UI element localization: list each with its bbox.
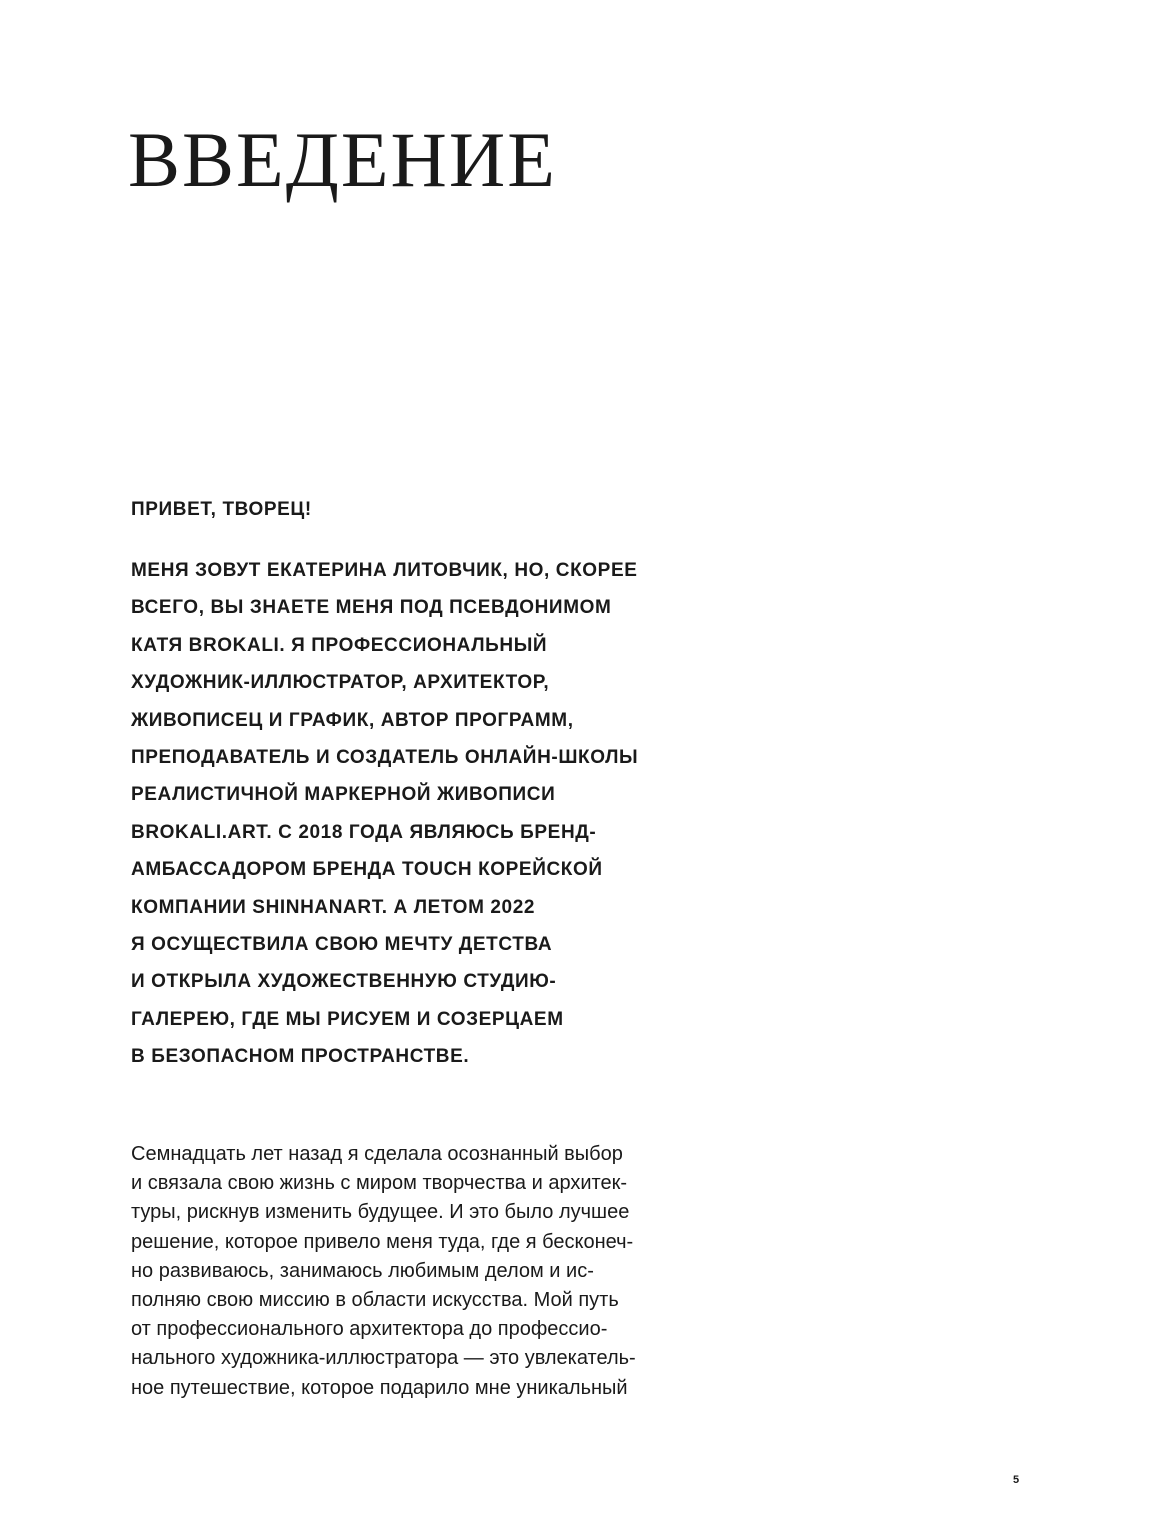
body-line: и связала свою жизнь с миром творчества и архитек- (131, 1172, 627, 1195)
intro-paragraph (131, 552, 771, 1076)
intro-line: BROKALI.ART. С 2018 ГОДА ЯВЛЯЮСЬ БРЕНД- (131, 821, 597, 843)
intro-line: КАТЯ BROKALI. Я ПРОФЕССИОНАЛЬНЫЙ (131, 634, 548, 656)
intro-line: Я ОСУЩЕСТВИЛА СВОЮ МЕЧТУ ДЕТСТВА (131, 934, 553, 956)
intro-line: ХУДОЖНИК-ИЛЛЮСТРАТОР, АРХИТЕКТОР, (131, 672, 550, 694)
greeting-heading: ПРИВЕТ, ТВОРЕЦ! (131, 499, 312, 520)
chapter-title: ВВЕДЕНИЕ (128, 116, 557, 203)
body-line: от профессионального архитектора до профессио- (131, 1318, 608, 1341)
body-line: Семнадцать лет назад я сделала осознанный выбор (131, 1143, 623, 1165)
intro-line: И ОТКРЫЛА ХУДОЖЕСТВЕННУЮ СТУДИЮ- (131, 971, 557, 993)
intro-line: ГАЛЕРЕЮ, ГДЕ МЫ РИСУЕМ И СОЗЕРЦАЕМ (131, 1008, 564, 1030)
intro-line: В БЕЗОПАСНОМ ПРОСТРАНСТВЕ. (131, 1046, 470, 1068)
body-line: туры, рискнув изменить будущее. И это было лучшее (131, 1201, 630, 1224)
intro-line: АМБАССАДОРОМ БРЕНДА TOUCH КОРЕЙСКОЙ (131, 859, 603, 881)
intro-line: КОМПАНИИ SHINHANART. А ЛЕТОМ 2022 (131, 896, 536, 918)
body-line: решение, которое привело меня туда, где я бесконеч- (131, 1230, 634, 1253)
body-paragraph (131, 1140, 731, 1403)
intro-line: РЕАЛИСТИЧНОЙ МАРКЕРНОЙ ЖИВОПИСИ (131, 784, 556, 806)
body-line: полняю свою миссию в области искусства. Мой путь (131, 1289, 619, 1312)
body-line: ное путешествие, которое подарило мне уникальный (131, 1376, 628, 1399)
body-line: нального художника-иллюстратора — это увлекатель- (131, 1347, 636, 1370)
body-line: но развиваюсь, занимаюсь любимым делом и ис- (131, 1259, 594, 1282)
page-number: 5 (1013, 1474, 1020, 1486)
intro-line: ВСЕГО, ВЫ ЗНАЕТЕ МЕНЯ ПОД ПСЕВДОНИМОМ (131, 597, 612, 619)
intro-line: ЖИВОПИСЕЦ И ГРАФИК, АВТОР ПРОГРАММ, (131, 709, 574, 731)
intro-line: МЕНЯ ЗОВУТ ЕКАТЕРИНА ЛИТОВЧИК, НО, СКОРЕЕ (131, 560, 638, 581)
intro-line: ПРЕПОДАВАТЕЛЬ И СОЗДАТЕЛЬ ОНЛАЙН-ШКОЛЫ (131, 747, 639, 769)
